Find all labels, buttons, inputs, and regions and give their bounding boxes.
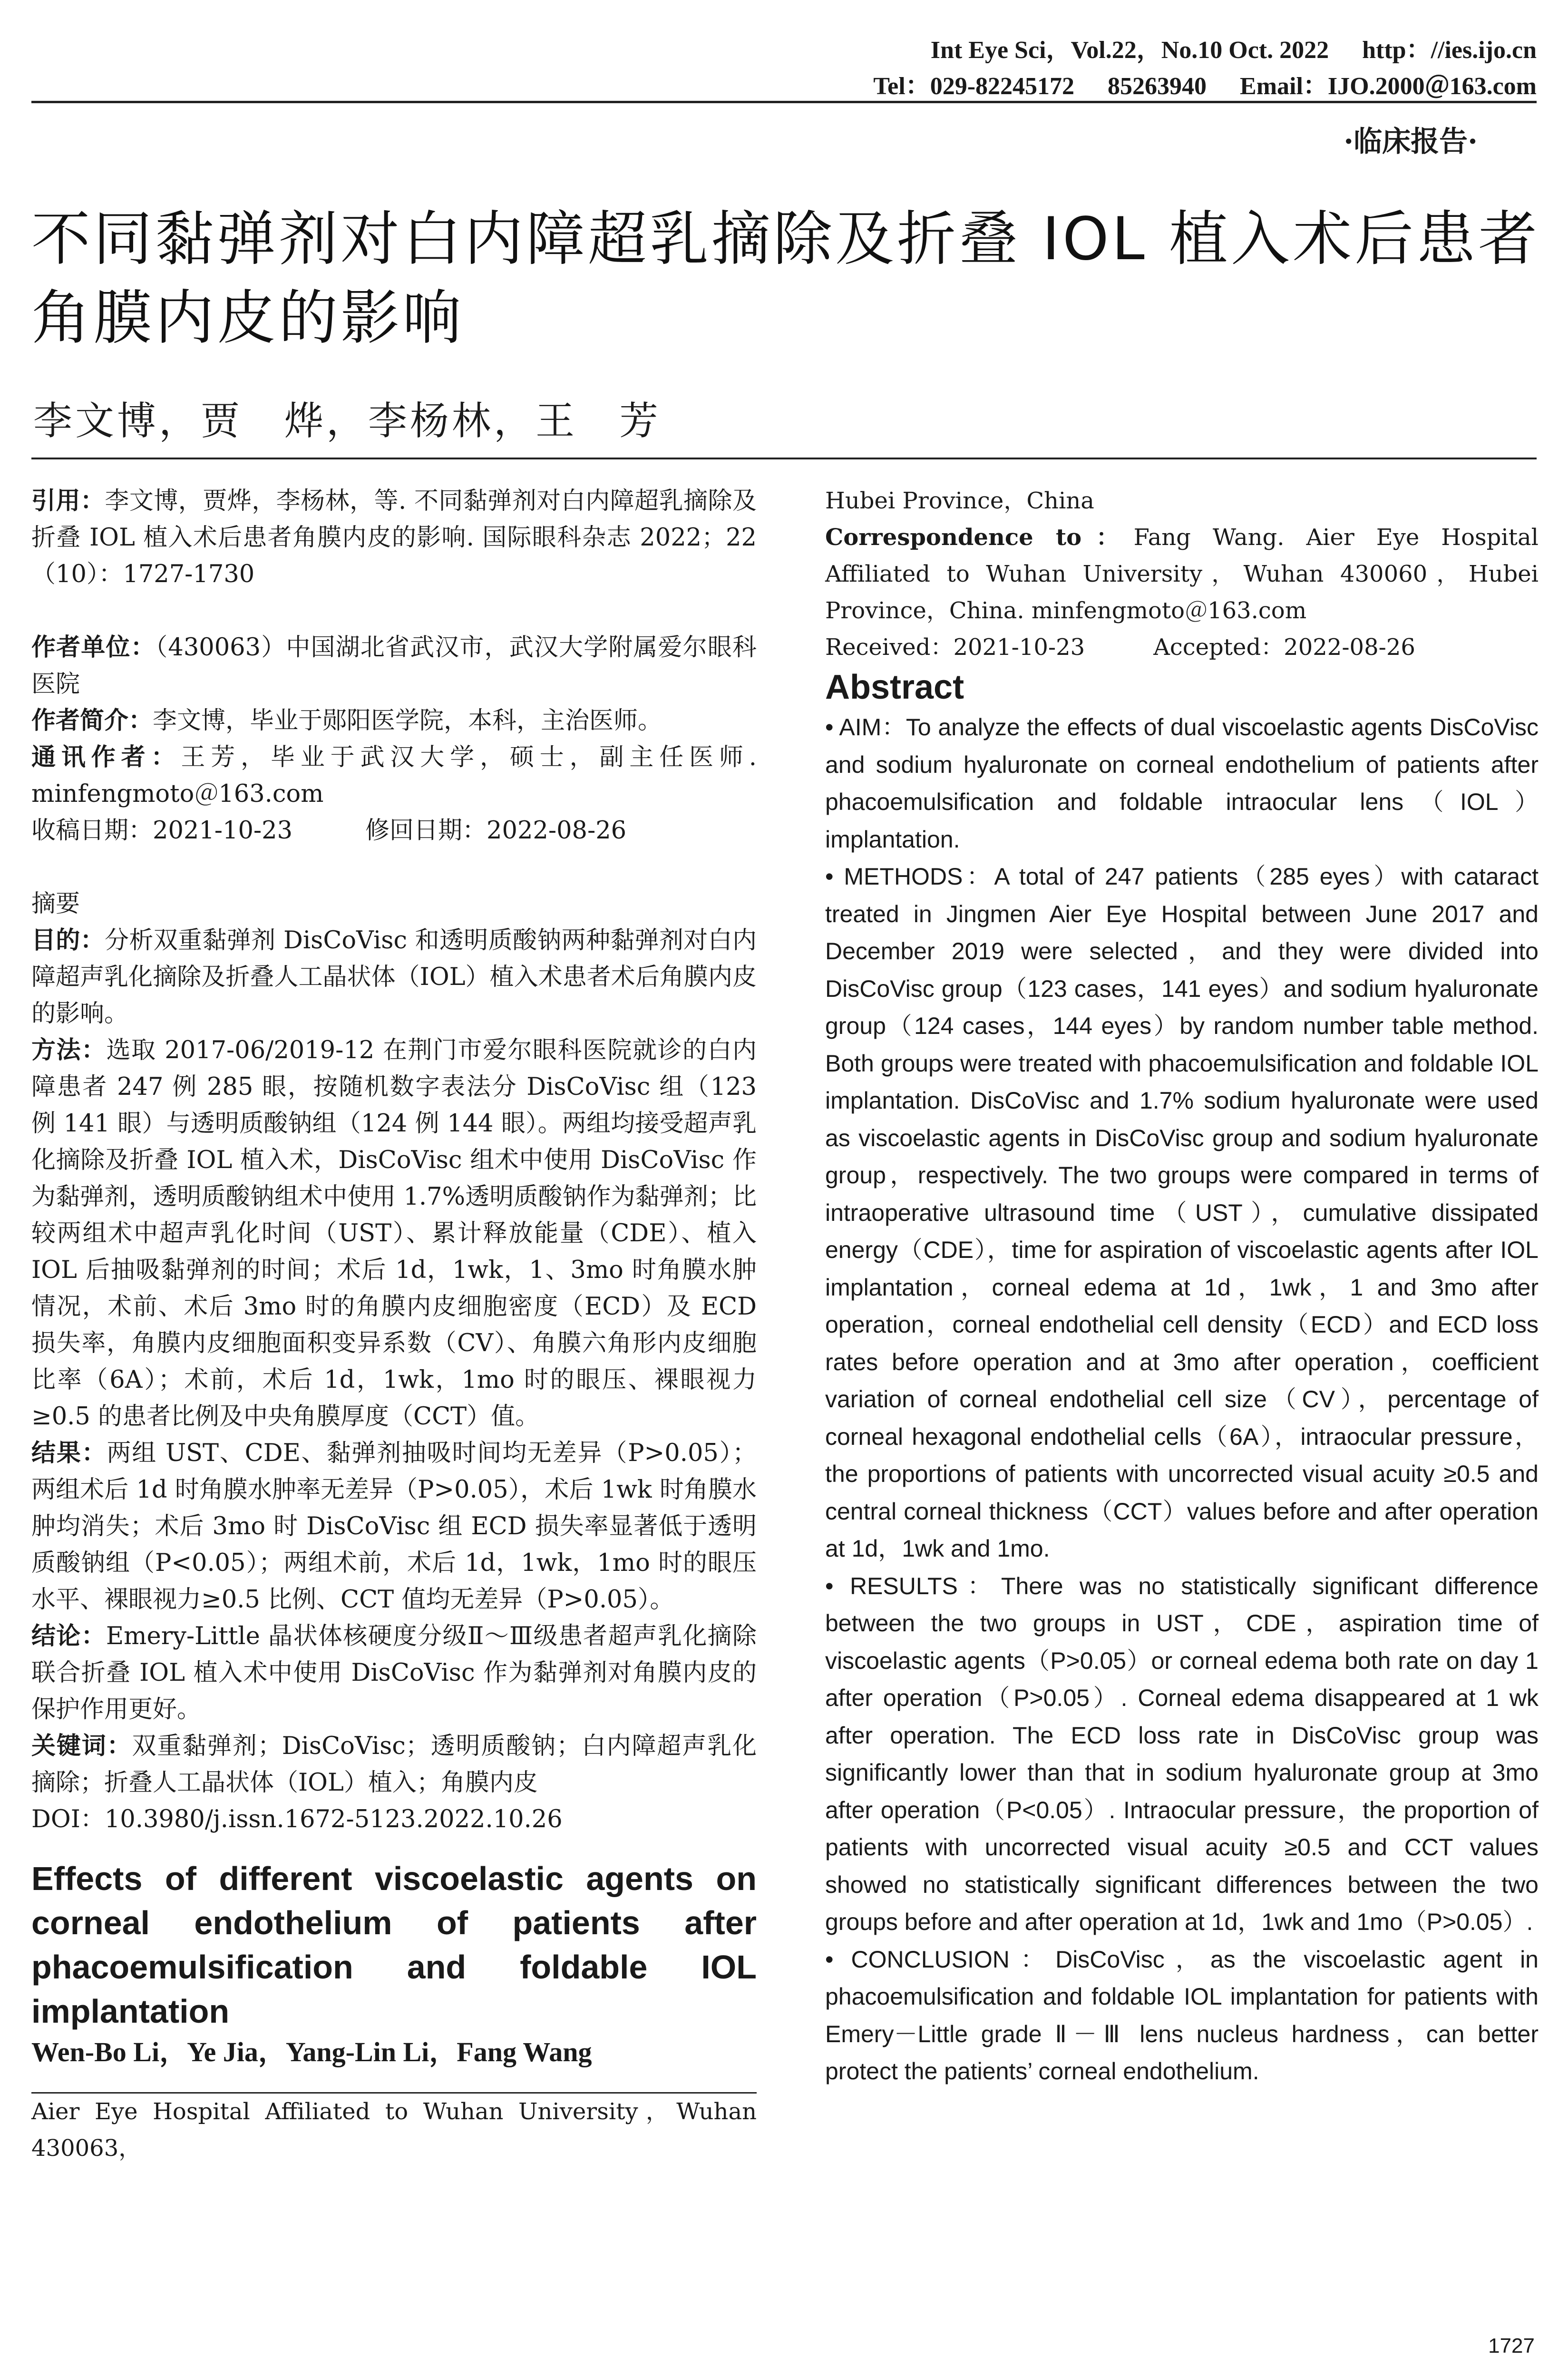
unit-label: 作者单位： <box>31 633 156 662</box>
abstract-methods: • METHODS：A total of 247 patients（285 eyes）with cataract treated in Jingmen Aier Eye Hospital between June 2017 and December 2019 were selected，and they were divided into DisCoVisc group（123 cases，141 eyes）and sodium hyaluronate group（124 cases，144 eyes）by random number table method. Both groups were treated with phacoemulsification and foldable IOL implantation. DisCoVisc and 1.7% sodium hyaluronate were used as viscoelastic agents in DisCoVisc group and sodium hyaluronate group，respectively. The two groups were compared in terms of intraoperative ultrasound time（UST），cumulative dissipated energy（CDE），time for aspiration of viscoelastic agents after IOL implantation，corneal edema at 1d，1wk，1 and 3mo after operation，corneal endothelial cell density（ECD）and ECD loss rates before operation and at 3mo after operation，coefficient variation of corneal endothelial cell size（CV），percentage of corneal hexagonal endothelial cells（6A），intraocular pressure，the proportions of patients with uncorrected visual acuity ≥0.5 and central corneal thickness（CCT）values before and after operation at 1d，1wk and 1mo. <box>825 863 1539 1562</box>
abstract-heading: Abstract <box>825 668 964 706</box>
corr-label: 通讯作者： <box>31 743 181 771</box>
unit-text: （430063）中国湖北省武汉市，武汉大学附属爱尔眼科医院 <box>31 633 757 698</box>
citation-label: 引用： <box>31 487 105 515</box>
methods-cn <box>31 1032 757 1435</box>
english-title: Effects of different viscoelastic agents on corneal endothelium of patients after phacoemulsification and foldable IOL implantation <box>31 1860 757 2030</box>
left-column <box>31 483 757 2167</box>
header-divider <box>31 101 1537 103</box>
received-accepted: Received：2021-10-23 Accepted：2022-08-26 <box>825 634 1415 661</box>
citation <box>31 483 757 593</box>
author-bio <box>31 702 757 739</box>
received-dates-cn: 收稿日期：2021-10-23 修回日期：2022-08-26 <box>31 817 627 845</box>
methods-cn-label: 方法： <box>31 1036 107 1064</box>
aim-cn <box>31 922 757 1032</box>
journal-contact <box>873 66 1537 101</box>
article-title: 不同黏弹剂对白内障超乳摘除及折叠 IOL 植入术后患者角膜内皮的影响 <box>31 205 1540 352</box>
section-label: ·临床报告· <box>1344 125 1478 158</box>
journal-tel2: 85263940 <box>1108 73 1207 100</box>
title-divider <box>31 458 1537 459</box>
keywords-cn-text: 双重黏弹剂；DisCoVisc；透明质酸钠；白内障超声乳化摘除；折叠人工晶状体（IOL）植入；角膜内皮 <box>31 1732 757 1797</box>
conclusion-cn-text: Emery-Little 晶状体核硬度分级Ⅱ～Ⅲ级患者超声乳化摘除联合折叠 IOL 植入术中使用 DisCoVisc 作为黏弹剂对角膜内皮的保护作用更好。 <box>31 1622 757 1724</box>
bio-label: 作者简介： <box>31 707 153 735</box>
conclusion-cn-label: 结论： <box>31 1622 106 1650</box>
corr-text: 王芳，毕业于武汉大学，硕士，副主任医师. minfengmoto＠163.com <box>31 743 757 808</box>
methods-cn-text: 选取 2017-06/2019-12 在荆门市爱尔眼科医院就诊的白内障患者 247 例 285 眼，按随机数字表法分 DisCoVisc 组（123 例 141 眼）与透明质酸钠组（124 例 144 眼）。两组均接受超声乳化摘除及折叠 IOL 植入术，DisCoVisc 组术中使用 DisCoVisc 作为黏弹剂，透明质酸钠组术中使用 1.7%透明质酸钠作为黏弹剂；比较两组术中超声乳化时间（UST）、累计释放能量（CDE）、植入 IOL 后抽吸黏弹剂的时间；术后 1d，1wk，1、3mo 时角膜水肿情况，术前、术后 3mo 时的角膜内皮细胞密度（ECD）及 ECD 损失率，角膜内皮细胞面积变异系数（CV）、角膜六角形内皮细胞比率（6A）；术前，术后 1d，1wk，1mo 时的眼压、裸眼视力≥0.5 的患者比例及中央角膜厚度（CCT）值。 <box>31 1036 757 1431</box>
affiliation-en-cont: Hubei Province，China <box>825 487 1094 514</box>
keywords-cn <box>31 1728 757 1801</box>
journal-info: Int Eye Sci，Vol.22，No.10 Oct. 2022 <box>930 37 1329 64</box>
journal-email[interactable]: Email：IJO.2000＠163.com <box>1240 73 1537 100</box>
abstract-conclusion: • CONCLUSION：DisCoVisc，as the viscoelastic agent in phacoemulsification and foldable IOL implantation for patients with Emery－Little grade Ⅱ－Ⅲ lens nucleus hardness，can better protect the patients’ corneal endothelium. <box>825 1946 1539 2085</box>
page-number: 1727 <box>1488 2334 1535 2358</box>
keywords-cn-label: 关键词： <box>31 1732 132 1760</box>
aim-cn-label: 目的： <box>31 926 105 955</box>
bio-text: 李文博，毕业于郧阳医学院，本科，主治医师。 <box>153 707 662 735</box>
corresponding-author <box>31 739 757 812</box>
abstract-cn-heading: 摘要 <box>31 890 80 918</box>
doi[interactable]: DOI：10.3980/j.issn.1672-5123.2022.10.26 <box>31 1805 563 1833</box>
abstract-aim: • AIM：To analyze the effects of dual viscoelastic agents DisCoVisc and sodium hyaluronate on corneal endothelium of patients after phacoemulsification and foldable intraocular lens（IOL）implantation. <box>825 714 1539 853</box>
authors-cn: 李文博，贾 烨，李杨林，王 芳 <box>33 399 662 444</box>
journal-header <box>931 29 1537 65</box>
right-column <box>825 483 1539 2090</box>
aim-cn-text: 分析双重黏弹剂 DisCoVisc 和透明质酸钠两种黏弹剂对白内障超声乳化摘除及折叠人工晶状体（IOL）植入术患者术后角膜内皮的影响。 <box>31 926 757 1028</box>
affiliation-en: Aier Eye Hospital Affiliated to Wuhan University，Wuhan 430063， <box>31 2098 757 2162</box>
journal-tel: Tel：029-82245172 <box>873 73 1075 100</box>
abstract-body <box>825 709 1539 2090</box>
citation-text: 李文博，贾烨，李杨林，等. 不同黏弹剂对白内障超乳摘除及折叠 IOL 植入术后患者角膜内皮的影响. 国际眼科杂志 2022；22（10）：1727-1730 <box>31 487 757 588</box>
correspondence-text: Fang Wang. Aier Eye Hospital Affiliated to Wuhan University，Wuhan 430060，Hubei Province，China. minfengmoto＠163.com <box>825 524 1539 624</box>
results-cn <box>31 1435 757 1618</box>
conclusion-cn <box>31 1618 757 1728</box>
abstract-results: • RESULTS：There was no statistically significant difference between the two groups in UST，CDE，aspiration time of viscoelastic agents（P>0.05）or corneal edema both rate on day 1 after operation（P>0.05）. Corneal edema disappeared at 1 wk after operation. The ECD loss rate in DisCoVisc group was significantly lower than that in sodium hyaluronate group at 3mo after operation（P<0.05）. Intraocular pressure，the proportion of patients with uncorrected visual acuity ≥0.5 and CCT values showed no statistically significant differences between the two groups before and after operation at 1d，1wk and 1mo（P>0.05）. <box>825 1572 1539 1935</box>
journal-url[interactable]: http：//ies.ijo.cn <box>1362 37 1537 64</box>
english-authors: Wen-Bo Li，Ye Jia，Yang-Lin Li，Fang Wang <box>31 2036 592 2067</box>
results-cn-text: 两组 UST、CDE、黏弹剂抽吸时间均无差异（P>0.05）；两组术后 1d 时角膜水肿率无差异（P>0.05），术后 1wk 时角膜水肿均消失；术后 3mo 时 DisCoVisc 组 ECD 损失率显著低于透明质酸钠组（P<0.05）；两组术前，术后 1d，1wk，1mo 时的眼压水平、裸眼视力≥0.5 比例、CCT 值均无差异（P>0.05）。 <box>31 1439 757 1614</box>
correspondence-en <box>825 519 1539 629</box>
correspondence-label: Correspondence to： <box>825 524 1134 551</box>
results-cn-label: 结果： <box>31 1439 107 1467</box>
author-unit <box>31 629 757 702</box>
